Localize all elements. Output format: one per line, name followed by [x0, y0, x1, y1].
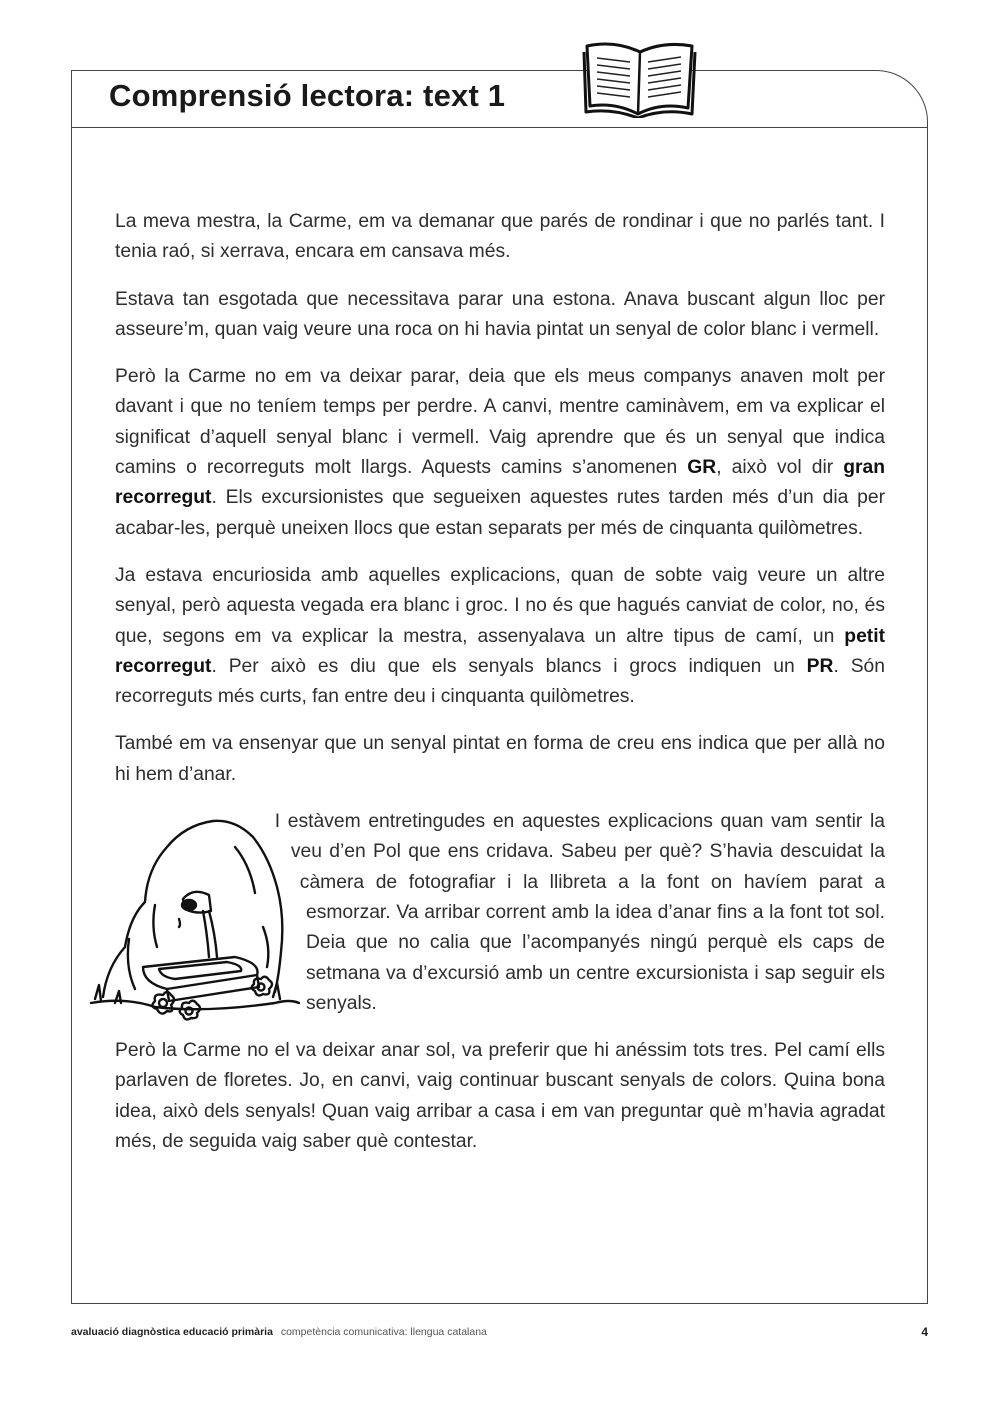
text-segment: També em va ensenyar que un senyal pintat en forma de creu ens indica que per allà no hi hem d’anar. [115, 733, 885, 785]
text-segment: . Els excursionistes que segueixen aquestes rutes tarden més d’un dia per acabar-les, perquè uneixen llocs que estan separats per més de cinquanta quilòmetres. [115, 487, 885, 539]
fountain-illustration [85, 807, 300, 1022]
paragraph [115, 1036, 885, 1157]
text-segment: Però la Carme no em va deixar parar, deia que els meus companys anaven molt per davant i que no teníem temps per perdre. A canvi, mentre caminàvem, em va explicar el significat d’aquell senyal blanc i vermell. Vaig aprendre que és un senyal que indica camins o recorreguts molt llargs. Aquests camins s’anomenen [115, 366, 885, 479]
paragraph [115, 207, 885, 268]
bold-term: PR [806, 655, 834, 677]
page-title: Comprensió lectora: text 1 [109, 78, 506, 113]
text-segment: I estàvem entretingudes en aquestes explicacions quan vam sentir la veu d’en Pol que ens cridava. Sabeu per què? S’havia descuidat la càmera de fotografiar i la llibreta a la font on havíem parat a esmorzar. Va arribar corrent amb la idea d’anar fins a la font tot sol. Deia que no calia que l’acompanyés ningú perquè els caps de setmana va d’excursió amb un centre excursionista i sap seguir els senyals. [274, 811, 885, 1014]
text-segment: . Són recorreguts més curts, fan entre deu i cinquanta quilòmetres. [115, 655, 885, 708]
footer-series: avaluació diagnòstica educació primària [71, 1326, 273, 1338]
paragraph [115, 285, 885, 346]
text-segment: . Per això es diu que els senyals blancs i grocs indiquen un [211, 655, 807, 677]
text-segment: La meva mestra, la Carme, em va demanar que parés de rondinar i que no parlés tant. I tenia raó, si xerrava, encara em cansava més. [115, 211, 885, 263]
footer-subject: competència comunicativa: llengua catalana [280, 1326, 487, 1338]
page-number: 4 [921, 1325, 928, 1339]
text-segment: Estava tan esgotada que necessitava parar una estona. Anava buscant algun lloc per asseure’m, quan vaig veure una roca on hi havia pintat un senyal de color blanc i vermell. [115, 288, 885, 340]
reading-text [115, 207, 885, 1174]
text-segment: , això vol dir [716, 457, 844, 479]
text-segment: Ja estava encuriosida amb aquelles explicacions, quan de sobte vaig veure un altre senyal, però aquesta vegada era blanc i groc. I no és que hagués canviat de color, no, és que, segons em va explicar la mestra, assenyalava un altre tipus de camí, un [115, 564, 885, 647]
paragraph [115, 729, 885, 790]
header-divider [71, 127, 928, 128]
bold-term: GR [687, 457, 717, 479]
bold-term: gran recorregut [115, 457, 885, 509]
paragraph-with-illustration [115, 807, 885, 1019]
paragraph-text [275, 811, 885, 1014]
bold-term: petit recorregut [115, 625, 885, 677]
open-book-icon [580, 36, 698, 118]
text-segment: Però la Carme no el va deixar anar sol, va preferir que hi anéssim tots tres. Pel camí ells parlaven de floretes. Jo, en canvi, vaig continuar buscant senyals de colors. Quina bona idea, això dels senyals! Quan vaig arribar a casa i em van preguntar què m’havia agradat més, de seguida vaig saber què contestar. [115, 1040, 885, 1153]
paragraph [115, 561, 885, 712]
page-footer [71, 1326, 928, 1338]
paragraph [115, 362, 885, 544]
